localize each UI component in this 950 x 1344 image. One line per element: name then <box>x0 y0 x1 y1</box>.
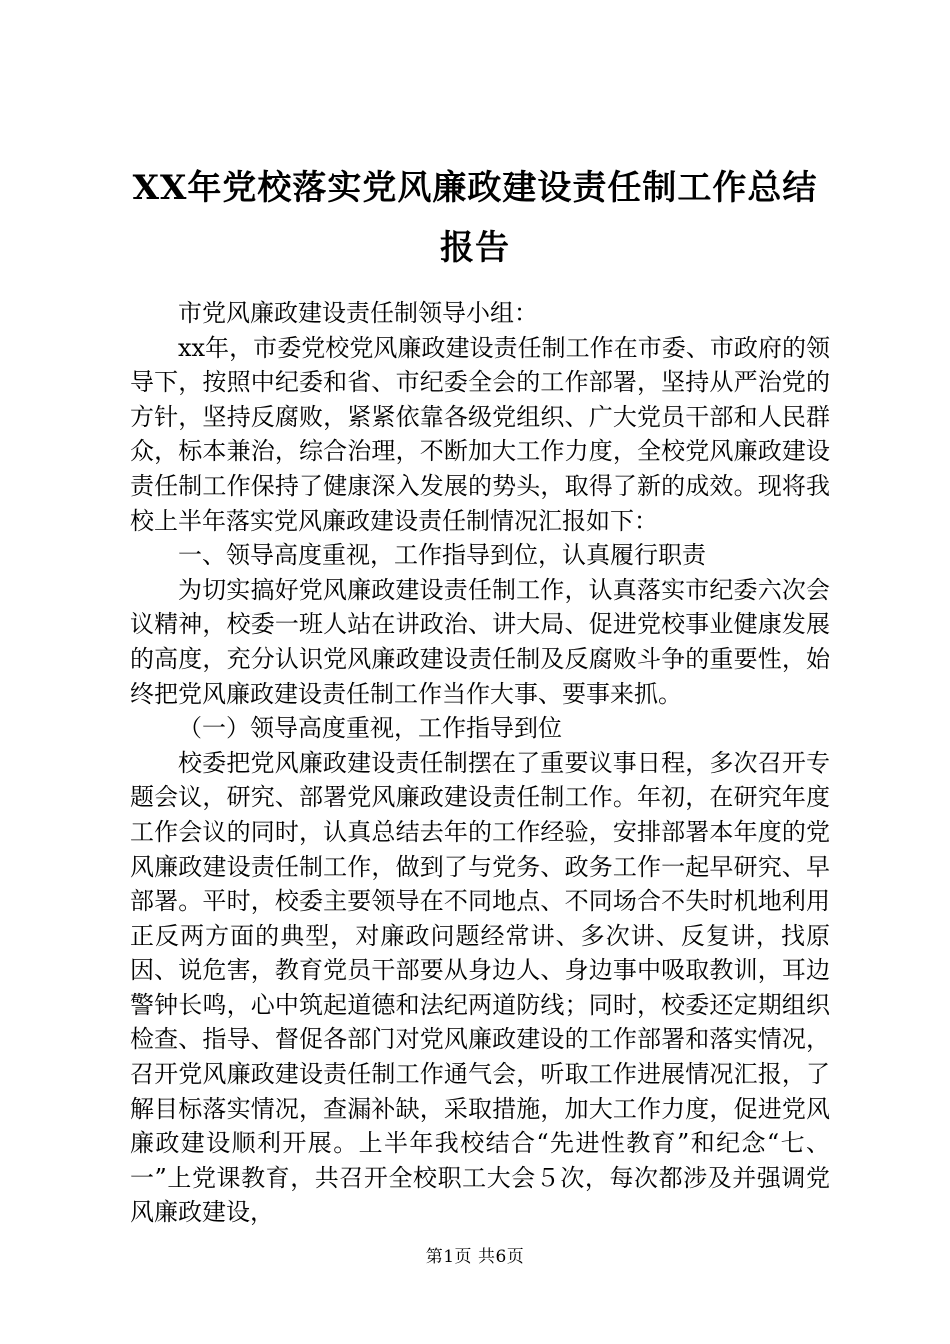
body-paragraph: xx年，市委党校党风廉政建设责任制工作在市委、市政府的领导下，按照中纪委和省、市纪委全会的工作部署，坚持从严治党的方针，坚持反腐败，紧紧依靠各级党组织、广大党员干部和人民群众，标本兼治，综合治理，不断加大工作力度，全校党风廉政建设责任制工作保持了健康深入发展的势头，取得了新的成效。现将我校上半年落实党风廉政建设责任制情况汇报如下： <box>130 333 830 535</box>
document-body <box>130 296 830 1230</box>
body-paragraph: 校委把党风廉政建设责任制摆在了重要议事日程，多次召开专题会议，研究、部署党风廉政建设责任制工作。年初，在研究年度工作会议的同时，认真总结去年的工作经验，安排部署本年度的党风廉政建设责任制工作，做到了与党务、政务工作一起早研究、早部署。平时，校委主要领导在不同地点、不同场合不失时机地利用正反两方面的典型，对廉政问题经常讲、多次讲、反复讲，找原因、说危害，教育党员干部要从身边人、身边事中吸取教训，耳边警钟长鸣，心中筑起道德和法纪两道防线；同时，校委还定期组织检查、指导、督促各部门对党风廉政建设的工作部署和落实情况，召开党风廉政建设责任制工作通气会，听取工作进展情况汇报，了解目标落实情况，查漏补缺，采取措施，加大工作力度，促进党风廉政建设顺利开展。上半年我校结合“先进性教育”和纪念“七、一”上党课教育，共召开全校职工大会５次，每次都涉及并强调党风廉政建设， <box>130 748 830 1227</box>
page-number-footer: 第1页 共6页 <box>425 1247 525 1267</box>
section-heading: 一、领导高度重视，工作指导到位，认真履行职责 <box>178 541 706 570</box>
document-title-line-2: 报告 <box>440 228 510 268</box>
document-title-line-1: XX年党校落实党风廉政建设责任制工作总结 <box>132 168 818 208</box>
body-paragraph: 为切实搞好党风廉政建设责任制工作，认真落实市纪委六次会议精神，校委一班人站在讲政治、讲大局、促进党校事业健康发展的高度，充分认识党风廉政建设责任制及反腐败斗争的重要性，始终把党风廉政建设责任制工作当作大事、要事来抓。 <box>130 575 830 708</box>
salutation: 市党风廉政建设责任制领导小组： <box>178 299 538 327</box>
subsection-heading: （一）领导高度重视，工作指导到位 <box>178 714 562 743</box>
